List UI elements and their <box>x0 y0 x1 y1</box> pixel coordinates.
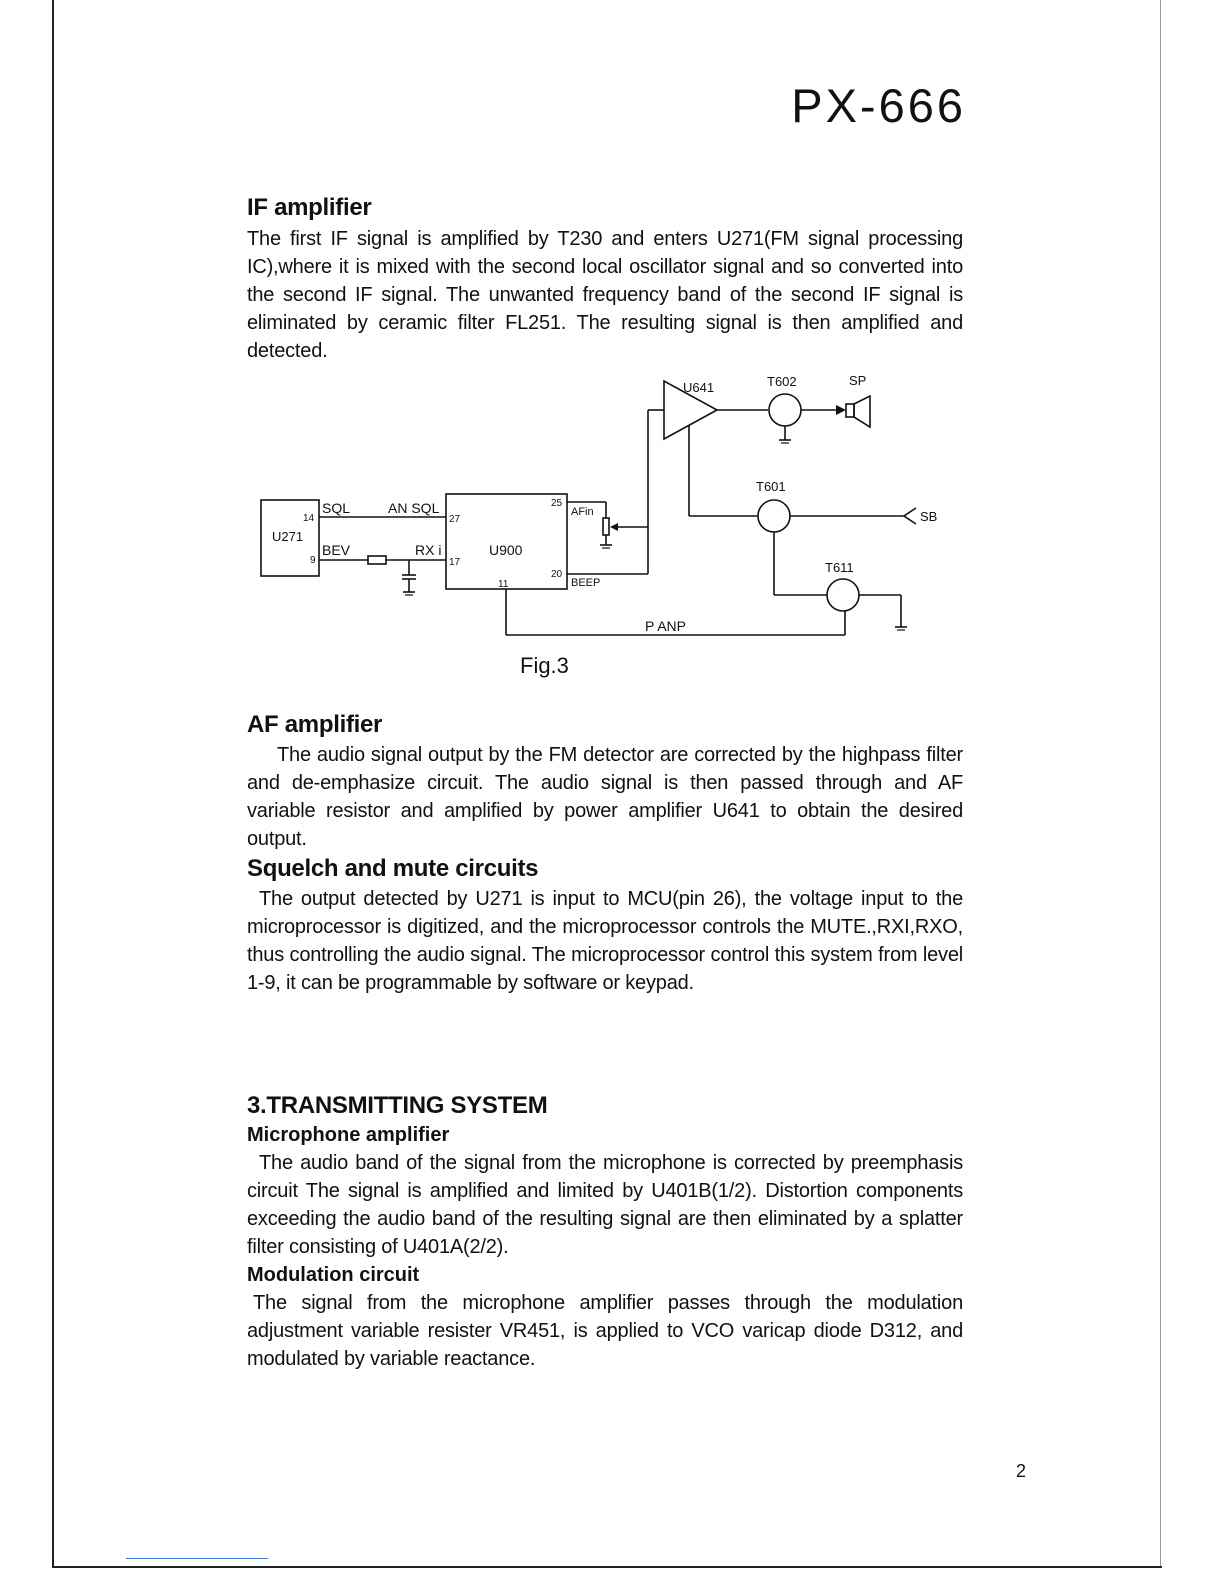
t602-label: T602 <box>767 374 797 389</box>
sb-label: SB <box>920 509 938 524</box>
link-underline <box>126 1558 268 1559</box>
pin11-label: 11 <box>498 579 509 590</box>
section-title: Squelch and mute circuits <box>247 855 539 882</box>
subsection-body-mod: The signal from the microphone amplifier passes through the modulation adjustment variable resister VR451, is applied to VCO varicap diode D312, and modulated by variable reactance. <box>247 1292 963 1370</box>
section-body: The first IF signal is amplified by T230 and enters U271(FM signal processing IC),where it is mixed with the second local oscillator signal and so converted into the second IF signal. The unwanted frequency band of the second IF signal is eliminated by ceramic filter FL251. The resulting signal is then amplified and detected. <box>247 228 963 362</box>
section-title: 3.TRANSMITTING SYSTEM <box>247 1092 548 1119</box>
rx-i-label: RX i <box>415 542 442 558</box>
model-title: PX-666 <box>791 79 966 132</box>
section-transmitting <box>247 1091 963 1373</box>
speaker-icon <box>846 404 854 417</box>
an-sql-label: AN SQL <box>388 500 440 516</box>
section-title: AF amplifier <box>247 711 383 738</box>
pin17-label: 17 <box>449 557 461 568</box>
section-title: IF amplifier <box>247 194 372 221</box>
beep-label: BEEP <box>571 577 601 589</box>
sp-label: SP <box>849 373 867 388</box>
pin27-label: 27 <box>449 514 461 525</box>
t611-label: T611 <box>825 560 854 575</box>
section-body: The audio signal output by the FM detector are corrected by the highpass filter and de-emphasize circuit. The audio signal is then passed through and AF variable resistor and amplified by power amplifier U641 to obtain the desired output. <box>247 744 963 850</box>
section-squelch <box>247 854 963 997</box>
resistor <box>368 556 386 564</box>
t602-transistor <box>769 394 801 426</box>
fig3-block-diagram <box>0 0 1224 700</box>
pin9-label: 9 <box>310 555 316 566</box>
u271-label: U271 <box>272 529 304 544</box>
subsection-title-mic: Microphone amplifier <box>247 1124 450 1146</box>
af-variable-resistor <box>603 518 609 535</box>
section-af-amplifier <box>247 710 963 853</box>
t601-label: T601 <box>756 479 786 494</box>
t611-transistor <box>827 579 859 611</box>
u900-label: U900 <box>489 542 523 558</box>
section-body: The output detected by U271 is input to MCU(pin 26), the voltage input to the microprocessor is digitized, and the microprocessor controls the MUTE.,RXI,RXO, thus controlling the audio signal. The microprocessor control this system from level 1-9, it can be programmable by software or keypad. <box>247 888 963 994</box>
pin20-label: 20 <box>551 569 563 580</box>
p-anp-label: P ANP <box>645 618 686 634</box>
sql-label: SQL <box>322 500 351 516</box>
afin-label: AFin <box>571 506 594 518</box>
subsection-title-mod: Modulation circuit <box>247 1264 420 1286</box>
bev-label: BEV <box>322 542 351 558</box>
page-number: 2 <box>1016 1461 1027 1481</box>
pin25-label: 25 <box>551 498 563 509</box>
t601-transistor <box>758 500 790 532</box>
page-border-bottom <box>52 1566 1162 1568</box>
figure-caption: Fig.3 <box>520 653 569 678</box>
u641-label: U641 <box>683 380 715 395</box>
pin14-label: 14 <box>303 513 315 524</box>
subsection-body-mic: The audio band of the signal from the microphone is corrected by preemphasis circuit The signal is amplified and limited by U401B(1/2). Distortion components exceeding the audio band of the resulting signal are then eliminated by a splatter filter consisting of U401A(2/2). <box>247 1152 963 1258</box>
